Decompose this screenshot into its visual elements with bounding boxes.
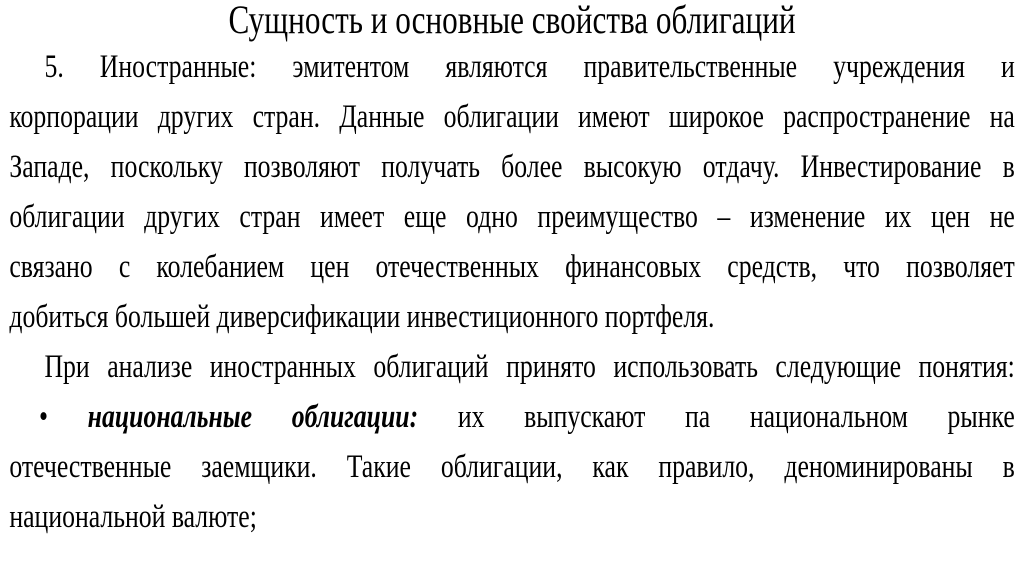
paragraph1-line-6: добиться большей диверсификации инвестиционного портфеля. (9, 299, 715, 335)
paragraph2-line-1: При анализе иностранных облигаций принято использовать следующие понятия: (44, 349, 1015, 385)
paragraph1-line-1: 5. Иностранные: эмитентом являются правительственные учреждения и (44, 49, 1015, 85)
paragraph1-line-3: Западе, поскольку позволяют получать более высокую отдачу. Инвестирование в (9, 149, 1015, 185)
paragraph1-line-4: облигации других стран имеет еще одно преимущество – изменение их цен не (9, 199, 1015, 235)
bullet-marker-icon: • (39, 399, 49, 435)
bullet-text: их выпускают па национальном рынке (457, 399, 1015, 435)
paragraph1-line-5: связано с колебанием цен отечественных финансовых средств, что позволяет (9, 249, 1015, 285)
bullet-item-line-1 (9, 392, 1014, 442)
paragraph1-line-2: корпорации других стран. Данные облигации имеют широкое распространение на (9, 99, 1015, 135)
slide-body (0, 42, 1024, 542)
bullet-term: национальные облигации: (87, 399, 419, 435)
bullet-item-line-2: отечественные заемщики. Такие облигации, как правило, деноминированы в (9, 449, 1015, 485)
bullet-item-line-3: национальной валюте; (9, 499, 257, 535)
slide-title: Сущность и основные свойства облигаций (228, 0, 796, 42)
